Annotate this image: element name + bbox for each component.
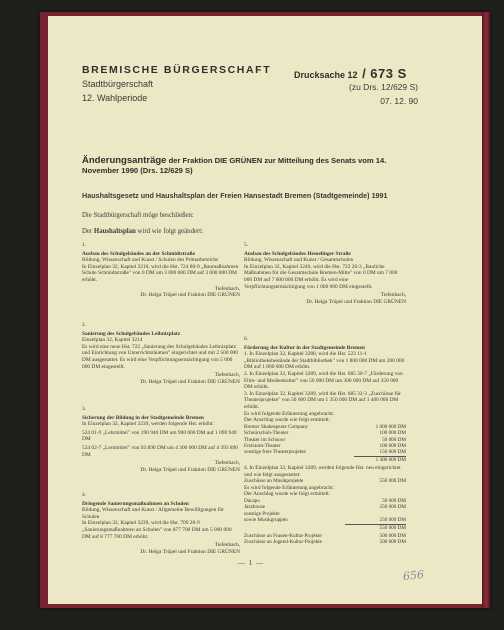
table-row: Zuschüsse an Jugend-Kultur-Projekte 500 000 DM: [244, 539, 406, 546]
doc-date: 07. 12. 90: [380, 96, 418, 106]
amendment-2: 2. Sanierung des Schulgebäudes Leibnizplatz Einzelplan 32, Kapitel 3214 Es wird eine neue Hst. 722 „Sanierung des Schulgebäudes Leibnizplatz und Einrichtung von Unterrichtsräumen" eingerichtet und mit 2 500 000 DM ausgestattet. Es wird eine Verpflichtungsermächtigung von 5 000 000 DM eingestellt. Tiefenbach, Dr. Helga Trüpel und Fraktion DIE GRÜNEN: [82, 322, 240, 385]
table-row: Freiraum-Theater 100 000 DM: [244, 442, 406, 449]
amendment-heading: Sicherung der Bildung in der Stadtgemeinde Bremen: [82, 414, 204, 421]
amendment-section: Bildung, Wissenschaft und Kunst / Schulen des Primarbereichs: [82, 257, 219, 264]
table-row: Theater im Schnoor 50 000 DM: [244, 436, 406, 443]
document-title: [82, 156, 412, 176]
amendment-heading: Ausbau des Schulgebäudes Hemelinger Straße: [244, 250, 351, 257]
amendment-signature: Dr. Helga Trüpel und Fraktion DIE GRÜNEN: [140, 378, 240, 385]
table-sum-row: 550 000 DM: [244, 524, 406, 531]
table-row: Dacapo 50 000 DM: [244, 497, 406, 504]
table-row: Zuschüsse an Frauen-Kultur-Projekte 500 000 DM: [244, 532, 406, 539]
header-body: Stadtbürgerschaft: [82, 79, 154, 89]
amendment-item: 4. In Einzelplan 32, Kapitel 3289, werden folgende Hst. neu eingerichtet und wie folgt ausgestattet:: [244, 465, 401, 478]
header-org: BREMISCHE BÜRGERSCHAFT: [82, 64, 272, 76]
binder-edge: [482, 12, 490, 608]
culture-projects-table: [244, 533, 406, 546]
amendment-3: 3. Sicherung der Bildung in der Stadtgemeinde Bremen In Einzelplan 32, Kapitel 3239, werden folgende Hst. erhöht: 524 01-9 „Lehrmittel" von 190 940 DM um 900 000 DM auf 1 090 940 DM 524 02-7 „Lernmittel" von 93 890 DM um 4 300 000 DM auf 4 393 890 DM Tiefenbach, Dr. Helga Trüpel und Fraktion DIE GRÜNEN: [82, 406, 240, 473]
amendment-heading: Sanierung des Schulgebäudes Leibnizplatz: [82, 330, 181, 337]
document-subtitle: Haushaltsgesetz und Haushaltsplan der Freien Hansestadt Bremen (Stadtgemeinde) 1991: [82, 191, 388, 200]
amendment-item: 2. In Einzelplan 32, Kapitel 3289, wird die Hst. 685 30-7 „Förderung von Film- und Medienkultur" von 50 000 DM um 300 000 DM auf 350 000 DM erhöht.: [244, 370, 403, 391]
amendment-4: 4. Dringende Sanierungsmaßnahmen an Schulen Bildung, Wissenschaft und Kunst / Allgemeine Bewilligungen für Schulen In Einzelplan 32, Kapitel 3239, wird die Hst. 709 20-9 „Sanierungsmaßnahmen an Schulen" von 877 700 DM um 5 000 000 DM auf 8 777 700 DM erhöht. Tiefenbach, Dr. Helga Trüpel und Fraktion DIE GRÜNEN: [82, 492, 240, 555]
amendment-section: Bildung, Wissenschaft und Kunst / Allgemeine Bewilligungen für Schulen: [82, 507, 224, 520]
title-lead: Änderungsanträge: [82, 155, 167, 166]
doc-number: [294, 66, 407, 81]
doc-label: Drucksache 12: [294, 70, 358, 80]
doc-ref: (zu Drs. 12/629 S): [349, 82, 418, 92]
table-row: Jazzhouse 250 000 DM: [244, 504, 406, 511]
table-row: Schnürschuh-Theater 100 000 DM: [244, 430, 406, 437]
amendment-line: 524 02-7 „Lernmittel" von 93 890 DM um 4 300 000 DM auf 4 393 890 DM: [82, 444, 238, 458]
table-row: sonstige freie Theaterprojekte 150 000 DM: [244, 449, 406, 456]
amendment-signature: Dr. Helga Trüpel und Fraktion DIE GRÜNEN: [140, 466, 240, 473]
amendment-item: 3. In Einzelplan 32, Kapitel 3289, wird die Hst. 685 32-3 „Zuschüsse für Theaterprojekte" von 50 000 DM um 1 350 000 DM auf 1 400 000 DM erhöht.: [244, 390, 401, 410]
music-detail-table: [244, 498, 406, 531]
table-row: Zuschüsse an Musikprojekte 550 000 DM: [244, 478, 406, 485]
amendment-signature: Dr. Helga Trüpel und Fraktion DIE GRÜNEN: [140, 548, 240, 555]
amendment-5: 5. Ausbau des Schulgebäudes Hemelinger Straße Bildung, Wissenschaft und Kunst / Gesamtschulen In Einzelplan 32, Kapitel 3240, wird die Hst. 722 26-3 „Bauliche Maßnahmen für die Gesamtschule Bremen-Mitte" von 0 DM um 7 000 000 DM auf 7 000 000 DM erhöht. Es wird eine Verpflichtungsermächtigung von 1 000 000 DM eingestellt. Tiefenbach, Dr. Helga Trüpel und Fraktion DIE GRÜNEN: [244, 242, 406, 305]
table-row: Bremer Shakespeare Company 1 000 000 DM: [244, 423, 406, 430]
table-row: sowie Musikgruppen 250 000 DM: [244, 517, 406, 524]
amendment-6: 6. Förderung der Kultur in der Stadtgemeinde Bremen 1. In Einzelplan 32, Kapitel 3280, wird die Hst. 523 11-1 „Bibliotheksbestände der Stadtbibliothek" von 1 800 000 DM um 200 000 DM auf 1 800 000 DM erhöht. 2. In Einzelplan 32, Kapitel 3289, wird die Hst. 685 30-7 „Förderung von Film- und Medienkultur" von 50 000 DM um 300 000 DM auf 350 000 DM erhöht. 3. In Einzelplan 32, Kapitel 3289, wird die Hst. 685 32-3 „Zuschüsse für Theaterprojekte" von 50 000 DM um 1 350 000 DM auf 1 400 000 DM erhöht. Es wird folgende Erläuterung angebracht: Der Anschlag wurde wie folgt ermittelt: Bremer Shakespeare Company 1 000 000 DM Schnürschuh-Theater 100 000 DM Theater im Schnoor 50 000 DM Freiraum-Theater 100 000 DM sonstige freie Theaterprojekte 150 000 DM 1 400 000 DM 4. In Einzelplan 32, Kapitel 3289, werden folgende Hst. neu eingerichtet und wie folgt ausgestattet: Zuschüsse an Musikprojekte 550 000 DM Es wird folgende Erläuterung angebracht: Der Anschlag wurde wie folgt ermittelt: Dacapo 50 000 DM Jazzhouse 250 000 DM sonstige Projekte sowie Musikgruppen 250 000 DM 550 000 DM Zuschüsse an Frauen-Kultur-Projekte 500 000 DM Zuschüsse an Jugend-Kultur-Projekte 500 000 DM: [244, 336, 406, 546]
theater-table: [244, 424, 406, 463]
amendment-section: Einzelplan 32, Kapitel 3214: [82, 337, 143, 344]
amendment-item: 1. In Einzelplan 32, Kapitel 3280, wird die Hst. 523 11-1 „Bibliotheksbestände der Stadtbibliothek" von 1 800 000 DM um 200 000 DM auf 1 800 000 DM erhöht.: [244, 351, 405, 371]
amendment-signature: Dr. Helga Trüpel und Fraktion DIE GRÜNEN: [306, 298, 406, 305]
amendment-heading: Dringende Sanierungsmaßnahmen an Schulen: [82, 500, 189, 507]
title-rest: der Fraktion DIE GRÜNEN zur Mitteilung des Senats vom 14. November 1990 (Drs. 12/629 S): [82, 156, 387, 175]
table-row: sonstige Projekte: [244, 510, 280, 517]
header-period: 12. Wahlperiode: [82, 93, 148, 103]
amendment-heading: Förderung der Kultur in der Stadtgemeinde Bremen: [244, 344, 365, 351]
page-number: — 1 —: [238, 559, 264, 567]
amendment-1: 1. Ausbau des Schulgebäudes an der Schmidtstraße Bildung, Wissenschaft und Kunst / Schulen des Primarbereichs In Einzelplan 32, Kapitel 3210, wird die Hst. 724 80-9 „Baumaßnahmen Schule Schmidtstraße" von 0 DM um 3 000 000 DM auf 3 000 000 DM erhöht. Tiefenbach, Dr. Helga Trüpel und Fraktion DIE GRÜNEN: [82, 242, 240, 299]
amendment-section: Bildung, Wissenschaft und Kunst / Gesamtschulen: [244, 257, 354, 264]
amendment-body: In Einzelplan 32, Kapitel 3210, wird die Hst. 724 80-9 „Baumaßnahmen Schule Schmidtstraße" von 0 DM um 3 000 000 DM auf 3 000 000 DM erhöht.: [82, 263, 239, 283]
amendment-line: 524 01-9 „Lehrmittel" von 190 940 DM um 900 000 DM auf 1 090 940 DM: [82, 429, 237, 443]
amendment-body: In Einzelplan 32, Kapitel 3239, wird die Hst. 709 20-9 „Sanierungsmaßnahmen an Schulen" von 877 700 DM um 5 000 000 DM auf 8 777 700 DM erhöht.: [82, 520, 232, 540]
handwritten-note: 656: [402, 567, 425, 584]
amendment-signature: Dr. Helga Trüpel und Fraktion DIE GRÜNEN: [140, 292, 240, 299]
table-sum-row: 1 400 000 DM: [244, 456, 406, 463]
amendment-body: Es wird eine neue Hst. 722 „Sanierung des Schulgebäudes Leibnizplatz und Einrichtung von Unterrichtsräumen" eingerichtet und mit 2 500 000 DM ausgestattet. Es wird eine Verpflichtungsermächtigung von 5 000 000 DM eingestellt.: [82, 343, 238, 370]
intro-line-2: Der Haushaltsplan wird wie folgt geändert:: [82, 228, 204, 235]
amendment-body: In Einzelplan 32, Kapitel 3240, wird die Hst. 722 26-3 „Bauliche Maßnahmen für die Gesamtschule Bremen-Mitte" von 0 DM um 7 000 000 DM auf 7 000 000 DM erhöht. Es wird eine Verpflichtungsermächtigung von 1 000 000 DM eingestellt.: [244, 263, 398, 290]
amendment-heading: Ausbau des Schulgebäudes an der Schmidtstraße: [82, 250, 195, 257]
document-page: [48, 16, 482, 604]
doc-number-value: / 673 S: [362, 66, 407, 81]
intro-line: Die Stadtbürgerschaft möge beschließen:: [82, 212, 194, 219]
amendment-body: In Einzelplan 32, Kapitel 3239, werden folgende Hst. erhöht:: [82, 421, 214, 428]
